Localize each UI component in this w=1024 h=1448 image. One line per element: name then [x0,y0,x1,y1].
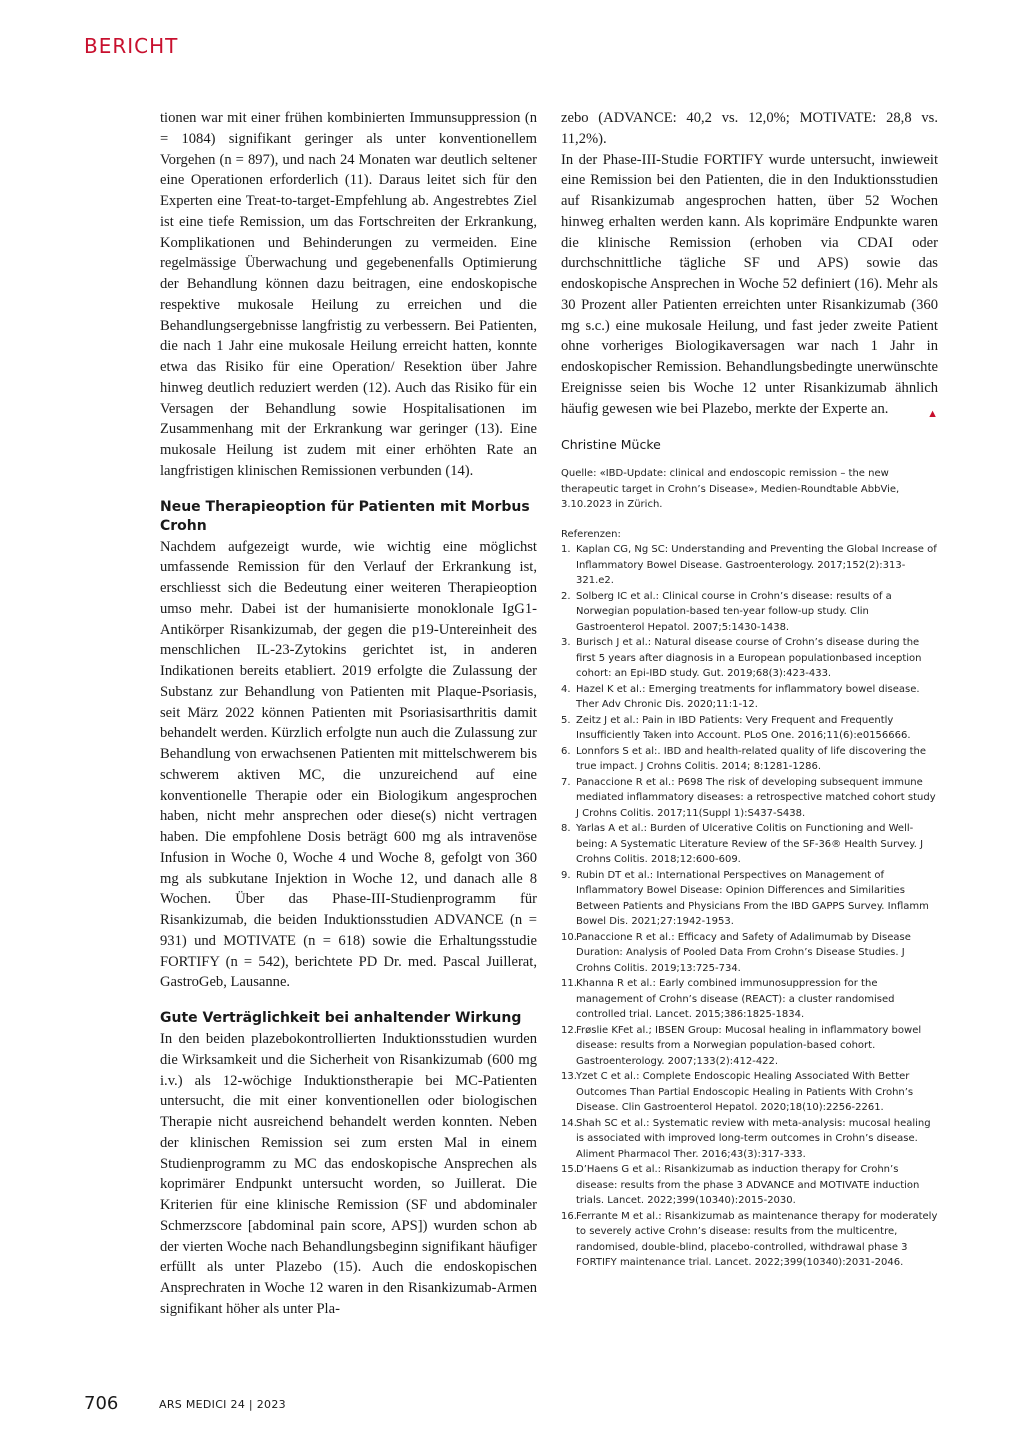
end-mark-icon: ▲ [927,407,938,420]
reference-text: Zeitz J et al.: Pain in IBD Patients: Very Frequent and Frequently Insufficiently Taken into Account. PLoS One. 2016;11(6):e0156666. [576,714,911,742]
reference-number: 10. [561,931,577,943]
right-column [561,108,938,1271]
reference-number: 9. [561,869,571,881]
reference-item [561,1069,938,1116]
reference-item [561,930,938,977]
reference-item [561,868,938,930]
reference-item [561,682,938,713]
source-note: Quelle: «IBD-Update: clinical and endoscopic remission – the new therapeutic target in Crohn’s Disease», Medien-Roundtable AbbVie, 3.10.2023 in Zürich. [561,468,900,511]
reference-text: Solberg IC et al.: Clinical course in Crohn’s disease: results of a Norwegian population-based ten-year follow-up study. Clin Gastroenterol Hepatol. 2007;5:1430-1438. [576,590,892,633]
reference-item [561,1162,938,1209]
reference-text: Burisch J et al.: Natural disease course of Crohn’s disease during the first 5 years after diagnosis in a European populationbased inception cohort: an Epi-IBD study. Gut. 2019;68(3):423-433. [576,637,922,680]
reference-number: 1. [561,544,571,556]
reference-item [561,1023,938,1070]
reference-text: Shah SC et al.: Systematic review with meta-analysis: mucosal healing is associated with improved long-term outcomes in Crohn’s disease. Aliment Pharmacol Ther. 2016;43(3):317-333. [576,1117,931,1160]
references-title: Referenzen: [561,528,621,540]
reference-number: 7. [561,776,571,788]
reference-item [561,1116,938,1163]
reference-number: 11. [561,978,577,990]
reference-item [561,542,938,589]
paragraph: tionen war mit einer frühen kombinierten Immunsuppression (n = 1084) signifikant geringer als unter konventionellem Vorgehen (n = 897), und nach 24 Monaten war deutlich seltener eine Operationen erforderlich (11). Daraus leitet sich für den Experten eine Treat-to-target-Empfehlung ab. Angestrebtes Ziel ist eine tiefe Remission, um das Fortschreiten der Erkrankung, Komplikationen und Behinderungen zu vermeiden. Eine regelmässige Überwachung und gegebenenfalls Optimierung der Behandlung können dazu beitragen, eine endoskopische respektive mukosale Heilung zu erreichen und die Behandlungsergebnisse langfristig zu verbessern. Bei Patienten, die nach 1 Jahr eine mukosale Heilung erreicht hatten, konnte etwa das Risiko für eine Operation/ Resektion über Jahre hinweg deutlich reduziert werden (12). Auch das Risiko für ein Versagen der Behandlung sowie Hospitalisationen im Zusammenhang mit der Erkrankung war geringer (13). Eine mukosale Heilung ist zudem mit einer erhöhten Rate an langfristigen klinischen Remissionen verbunden (14). [160,110,537,479]
journal-name: ARS MEDICI 24 | 2023 [159,1398,286,1411]
reference-number: 4. [561,683,571,695]
reference-text: Yarlas A et al.: Burden of Ulcerative Colitis on Functioning and Well-being: A Systematic Literature Review of the SF-36® Health Survey. J Crohns Colitis. 2018;12:600-609. [576,823,924,866]
reference-number: 3. [561,637,571,649]
reference-text: Kaplan CG, Ng SC: Understanding and Preventing the Global Increase of Inflammatory Bowel Disease. Gastroenterology. 2017;152(2):313-321.e2. [576,544,937,587]
reference-number: 6. [561,745,571,757]
paragraph [561,150,938,420]
reference-number: 15. [561,1164,577,1176]
reference-number: 12. [561,1024,577,1036]
reference-text: Khanna R et al.: Early combined immunosuppression for the management of Crohn’s disease (REACT): a cluster randomised controlled trial. Lancet. 2015;386:1825-1834. [576,978,895,1021]
reference-item [561,821,938,868]
left-column [160,108,537,1320]
reference-text: D’Haens G et al.: Risankizumab as induction therapy for Crohn’s disease: results from the phase 3 ADVANCE and MOTIVATE induction trials. Lancet. 2022;399(10340):2015-2030. [576,1164,920,1207]
reference-number: 5. [561,714,571,726]
paragraph: zebo (ADVANCE: 40,2 vs. 12,0%; MOTIVATE: 28,8 vs. 11,2%). [561,110,938,147]
reference-item [561,635,938,682]
reference-text: Panaccione R et al.: Efficacy and Safety of Adalimumab by Disease Duration: Analysis of Pooled Data From Crohn’s Disease Studies. J Crohns Colitis. 2019;13:725-734. [576,931,911,974]
author: Christine Mücke [561,437,661,453]
paragraph: In den beiden plazebokontrollierten Induktionsstudien wurden die Wirksamkeit und die Sicherheit von Risankizumab (600 mg i.v.) als 12-wöchige Induktionstherapie bei MC-Patienten untersucht, die mit einer konventionellen oder biologischen Therapie nicht ausreichend behandelt werden konnten. Neben der klinischen Remission sei zum ersten Mal in einem Studienprogramm zu MC das endoskopische Ansprechen als koprimärer Endpunkt untersucht worden, so Juillerat. Die Kriterien für eine klinische Remission (SF und abdominaler Schmerzscore [abdominal pain score, APS]) wurden schon ab der vierten Woche nach Behandlungsbeginn signifikant häufiger erfüllt als unter Plazebo (15). Auch die endoskopischen Ansprechraten in Woche 12 waren in den Risankizumab-Armen signifikant höher als unter Pla- [160,1031,537,1317]
reference-text: Ferrante M et al.: Risankizumab as maintenance therapy for moderately to severely active Crohn’s disease: results from the multicentre, randomised, double-blind, placebo-controlled, withdrawal phase 3 FORTIFY maintenance trial. Lancet. 2022;399(10340):2031-2046. [576,1210,938,1269]
reference-number: 16. [561,1210,577,1222]
subheading: Gute Verträglichkeit bei anhaltender Wirkung [160,1010,522,1026]
reference-text: Frøslie KFet al.; IBSEN Group: Mucosal healing in inflammatory bowel disease: results from a Norwegian population-based cohort. Gastroenterology. 2007;133(2):412-422. [576,1024,922,1067]
references-list [561,542,938,1271]
reference-item [561,713,938,744]
reference-text: Panaccione R et al.: P698 The risk of developing subsequent immune mediated inflammatory diseases: a retrospective matched cohort study J Crohns Colitis. 2017;11(Suppl 1):S437-S438. [576,776,936,819]
subheading: Neue Therapieoption für Patienten mit Morbus Crohn [160,498,530,534]
reference-text: Lonnfors S et al:. IBD and health-related quality of life discovering the true impact. J Crohns Colitis. 2014; 8:1281-1286. [576,745,927,773]
reference-number: 14. [561,1117,577,1129]
reference-item [561,744,938,775]
paragraph: Nachdem aufgezeigt wurde, wie wichtig eine möglichst umfassende Remission für den Verlauf der Erkrankung ist, erschliesst sich die Bedeutung einer weiteren Therapieoption umso mehr. Dabei ist der humanisierte monoklonale IgG1-Antikörper Risankizumab, der gegen die p19-Untereinheit des menschlichen IL-23-Zytokins gerichtet ist, in anderen Indikationen bereits etabliert. 2019 erfolgte die Zulassung der Substanz zur Behandlung von Patienten mit Plaque-Psoriasis, seit März 2022 können Patienten mit Psoriasisarthritis damit behandelt werden. Kürzlich erfolgte nun auch die Zulassung zur Behandlung von erwachsenen Patienten mit mittelschwerem bis schwerem aktiven MC, die unzureichend auf eine konventionelle Therapie oder ein Biologikum angesprochen haben, nicht mehr ansprechen oder diese(s) nicht vertragen haben. Die empfohlene Dosis beträgt 600 mg als intravenöse Infusion in Woche 0, Woche 4 und Woche 8, gefolgt von 360 mg als subkutane Injektion in Woche 12, und danach alle 8 Wochen. Über das Phase-III-Studienprogramm für Risankizumab, die beiden Induktionsstudien ADVANCE (n = 931) und MOTIVATE (n = 618) sowie die Erhaltungsstudie FORTIFY (n = 542), berichtete PD Dr. med. Pascal Juillerat, GastroGeb, Lausanne. [160,538,537,991]
section-label: BERICHT [84,34,179,58]
reference-text: Hazel K et al.: Emerging treatments for inflammatory bowel disease. Ther Adv Chronic Dis. 2020;11:1-12. [576,683,920,711]
reference-number: 2. [561,590,571,602]
paragraph-text: In der Phase-III-Studie FORTIFY wurde untersucht, inwieweit eine Remission bei den Patienten, die in den Induktionsstudien auf Risankizumab angesprochen hatten, über 52 Wochen hinweg erhalten werden kann. Als koprimäre Endpunkte waren die klinische Remission (erhoben via CDAI oder durchschnittliche tägliche SF und APS) sowie das endoskopische Ansprechen in Woche 52 definiert (16). Mehr als 30 Prozent aller Patienten erreichten unter Risankizumab (360 mg s.c.) eine mukosale Heilung, und fast jeder zweite Patient ohne vorheriges Biologikaversagen war nach 1 Jahr in endoskopischer Remission. Behandlungsbedingte unerwünschte Ereignisse seien bis Woche 12 unter Risankizumab ähnlich häufig gewesen wie bei Plazebo, merkte der Experte an. [561,151,938,417]
reference-item [561,775,938,822]
reference-number: 8. [561,823,571,835]
reference-text: Rubin DT et al.: International Perspectives on Management of Inflammatory Bowel Disease: Opinion Differences and Similarities Between Patients and Physicians From the IBD GAPPS Survey. Inflamm Bowel Dis. 2021;27:1942-1953. [576,869,929,928]
reference-number: 13. [561,1071,577,1083]
reference-text: Yzet C et al.: Complete Endoscopic Healing Associated With Better Outcomes Than Partial Endoscopic Healing in Patients With Crohn’s Disease. Clin Gastroenterol Hepatol. 2020;18(10):2256-2261. [576,1071,914,1114]
reference-item [561,589,938,636]
page-number: 706 [84,1393,119,1414]
reference-item [561,976,938,1023]
reference-item [561,1209,938,1271]
